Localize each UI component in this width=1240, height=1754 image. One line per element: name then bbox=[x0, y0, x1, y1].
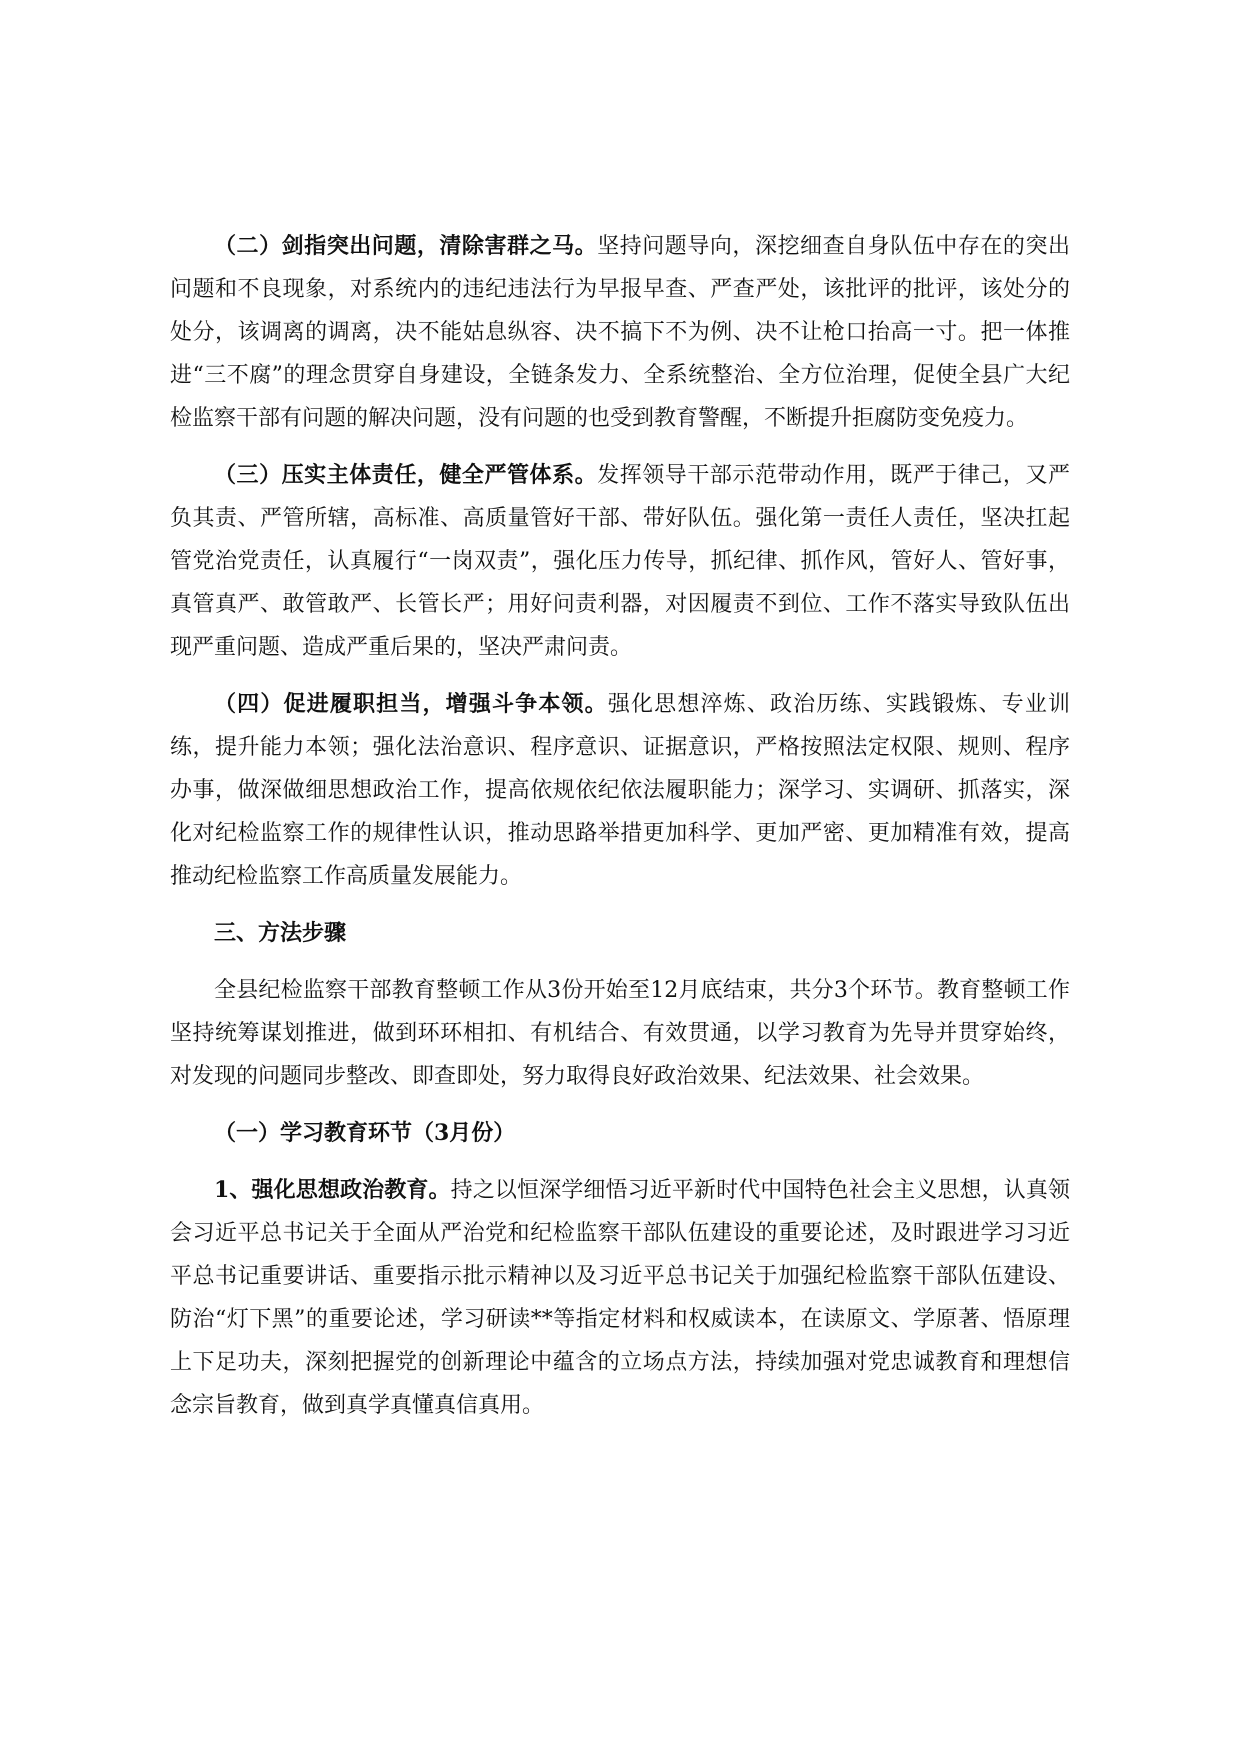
section-3-body: 发挥领导干部示范带动作用，既严于律己，又严负其责、严管所辖，高标准、高质量管好干部、带好队伍。强化第一责任人责任，坚决扛起管党治党责任，认真履行“一岗双责”，强化压力传导，抓纪律、抓作风，管好人、管好事，真管真严、敢管敢严、长管长严；用好问责利器，对因履责不到位、工作不落实导致队伍出现严重问题、造成严重后果的，坚决严肃问责。 bbox=[170, 463, 1070, 660]
section-3-lead: （三）压实主体责任，健全严管体系。 bbox=[214, 462, 598, 488]
paragraph-section-4 bbox=[170, 683, 1070, 898]
part-3-intro: 全县纪检监察干部教育整顿工作从3份开始至12月底结束，共分3个环节。教育整顿工作坚持统筹谋划推进，做到环环相扣、有机结合、有效贯通，以学习教育为先导并贯穿始终，对发现的问题同步整改、即查即处，努力取得良好政治效果、纪法效果、社会效果。 bbox=[170, 978, 1070, 1089]
part-3-heading: 三、方法步骤 bbox=[214, 920, 347, 946]
paragraph-section-3 bbox=[170, 454, 1070, 669]
paragraph-section-2 bbox=[170, 225, 1070, 440]
section-4-lead: （四）促进履职担当，增强斗争本领。 bbox=[214, 691, 608, 717]
document-page bbox=[170, 225, 1070, 1441]
item-1-body: 持之以恒深学细悟习近平新时代中国特色社会主义思想，认真领会习近平总书记关于全面从严治党和纪检监察干部队伍建设的重要论述，及时跟进学习习近平总书记重要讲话、重要指示批示精神以及习近平总书记关于加强纪检监察干部队伍建设、防治“灯下黑”的重要论述，学习研读**等指定材料和权威读本，在读原文、学原著、悟原理上下足功夫，深刻把握党的创新理论中蕴含的立场点方法，持续加强对党忠诚教育和理想信念宗旨教育，做到真学真懂真信真用。 bbox=[170, 1178, 1070, 1418]
stage-1-heading: （一）学习教育环节（3月份） bbox=[214, 1120, 516, 1146]
paragraph-item-1 bbox=[170, 1169, 1070, 1427]
section-2-lead: （二）剑指突出问题，清除害群之马。 bbox=[214, 233, 598, 259]
section-4-body: 强化思想淬炼、政治历练、实践锻炼、专业训练，提升能力本领；强化法治意识、程序意识、证据意识，严格按照法定权限、规则、程序办事，做深做细思想政治工作，提高依规依纪依法履职能力；深学习、实调研、抓落实，深化对纪检监察工作的规律性认识，推动思路举措更加科学、更加严密、更加精准有效，提高推动纪检监察工作高质量发展能力。 bbox=[170, 692, 1070, 889]
section-2-body: 坚持问题导向，深挖细查自身队伍中存在的突出问题和不良现象，对系统内的违纪违法行为早报早查、严查严处，该批评的批评，该处分的处分，该调离的调离，决不能姑息纵容、决不搞下不为例、决不让枪口抬高一寸。把一体推进“三不腐”的理念贯穿自身建设，全链条发力、全系统整治、全方位治理，促使全县广大纪检监察干部有问题的解决问题，没有问题的也受到教育警醒，不断提升拒腐防变免疫力。 bbox=[170, 234, 1070, 431]
item-1-lead: 1、强化思想政治教育。 bbox=[214, 1177, 451, 1203]
